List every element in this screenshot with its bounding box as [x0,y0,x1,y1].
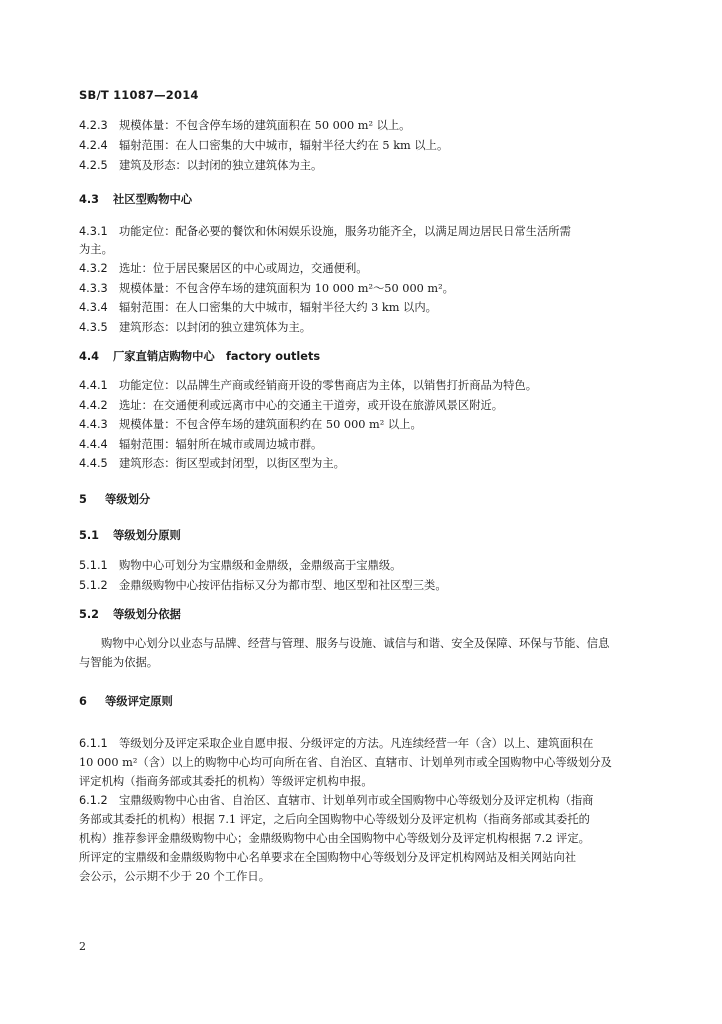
section-heading-5-2 [79,607,181,623]
clause-text: 建筑及形态：以封闭的独立建筑体为主。 [119,159,323,172]
clause-text: 规模体量：不包含停车场的建筑面积约在 50 000 m² 以上。 [119,418,422,431]
section-heading-4-3 [79,192,192,208]
clause-4-2-4 [79,138,448,154]
clause-text: 选址：位于居民聚居区的中心或周边，交通便利。 [119,262,368,275]
clause-text: 宝鼎级购物中心由省、自治区、直辖市、计划单列市或全国购物中心等级划分及评定机构（指商 [119,794,594,807]
section-number: 5.2 [79,608,100,621]
section-heading-4-4 [79,349,320,365]
clause-number: 6.1.1 [79,737,108,750]
clause-text: 机构）推荐参评金鼎级购物中心；金鼎级购物中心由全国购物中心等级划分及评定机构根据 7.2 评定。 [79,832,590,845]
clause-4-2-5 [79,158,322,174]
clause-4-3-5 [79,320,311,336]
clause-5-1-2 [79,578,447,594]
clause-text: 购物中心可划分为宝鼎级和金鼎级，金鼎级高于宝鼎级。 [119,559,402,572]
page-number: 2 [79,940,86,953]
clause-continuation [79,831,590,847]
chapter-title: 等级评定原则 [105,695,173,708]
section-title: 等级划分依据 [113,608,181,621]
paragraph-5-2 [79,636,609,652]
clause-text: 功能定位：配备必要的餐饮和休闲娱乐设施，服务功能齐全，以满足周边居民日常生活所需 [119,225,571,238]
paragraph-text: 与智能为依据。 [79,656,159,669]
clause-text: 务部或其委托的机构）根据 7.1 评定，之后向全国购物中心等级划分及评定机构（指商务部或其委托的 [79,813,590,826]
chapter-number: 6 [79,695,87,708]
clause-4-3-1 [79,224,571,240]
clause-number: 4.3.3 [79,282,108,295]
clause-number: 4.4.5 [79,457,108,470]
clause-4-4-4 [79,437,322,453]
clause-continuation [79,755,612,771]
clause-4-3-3 [79,281,454,297]
clause-number: 4.3.1 [79,225,108,238]
clause-number: 4.2.4 [79,139,108,152]
chapter-title: 等级划分 [105,493,151,506]
paragraph-continuation [79,655,158,671]
clause-number: 4.4.1 [79,379,108,392]
clause-text: 评定机构（指商务部或其委托的机构）等级评定机构申报。 [79,775,373,788]
clause-4-2-3 [79,118,410,134]
clause-text: 规模体量：不包含停车场的建筑面积在 50 000 m² 以上。 [119,119,411,132]
section-title: 等级划分原则 [113,529,181,542]
standard-number-header: SB/T 11087—2014 [79,88,199,102]
clause-text: 建筑形态：以封闭的独立建筑体为主。 [119,321,312,334]
clause-number: 4.2.5 [79,159,108,172]
clause-text: 辐射范围：辐射所在城市或周边城市群。 [119,438,323,451]
clause-6-1-2 [79,793,593,809]
clause-text: 10 000 m²（含）以上的购物中心均可向所在省、自治区、直辖市、计划单列市或全国购物中心等级划分及 [79,756,612,769]
clause-5-1-1 [79,558,401,574]
clause-4-4-1 [79,378,537,394]
clause-continuation [79,850,576,866]
section-heading-5-1 [79,528,181,544]
clause-number: 5.1.2 [79,579,108,592]
clause-text: 建筑形态：街区型或封闭型，以街区型为主。 [119,457,345,470]
section-title: 社区型购物中心 [113,193,193,206]
clause-number: 4.3.5 [79,321,108,334]
clause-number: 4.4.2 [79,399,108,412]
clause-text: 会公示，公示期不少于 20 个工作日。 [79,870,271,883]
clause-number: 6.1.2 [79,794,108,807]
clause-text: 辐射范围：在人口密集的大中城市，辐射半径大约在 5 km 以上。 [119,139,449,152]
clause-continuation [79,774,373,790]
chapter-number: 5 [79,493,87,506]
clause-number: 4.4.4 [79,438,108,451]
clause-text: 所评定的宝鼎级和金鼎级购物中心名单要求在全国购物中心等级划分及评定机构网站及相关网站向社 [79,851,577,864]
clause-number: 4.4.3 [79,418,108,431]
clause-4-4-2 [79,398,503,414]
clause-text: 辐射范围：在人口密集的大中城市，辐射半径大约 3 km 以内。 [119,301,437,314]
clause-text: 功能定位：以品牌生产商或经销商开设的零售商店为主体，以销售打折商品为特色。 [119,379,537,392]
section-number: 4.4 [79,350,100,363]
clause-4-4-3 [79,417,422,433]
section-number: 5.1 [79,529,100,542]
clause-continuation [79,812,590,828]
clause-number: 5.1.1 [79,559,108,572]
clause-number: 4.2.3 [79,119,108,132]
clause-4-3-2 [79,261,368,277]
clause-text: 为主。 [79,243,113,256]
clause-continuation [79,242,113,258]
paragraph-text: 购物中心划分以业态与品牌、经营与管理、服务与设施、诚信与和谐、安全及保障、环保与节能、信息 [101,637,610,650]
clause-text: 等级划分及评定采取企业自愿申报、分级评定的方法。凡连续经营一年（含）以上、建筑面积在 [119,737,594,750]
clause-4-4-5 [79,456,345,472]
clause-6-1-1 [79,736,593,752]
clause-text: 规模体量：不包含停车场的建筑面积为 10 000 m²～50 000 m²。 [119,282,454,295]
chapter-heading-6 [79,694,173,710]
clause-text: 金鼎级购物中心按评估指标又分为都市型、地区型和社区型三类。 [119,579,447,592]
clause-text: 选址：在交通便利或远离市中心的交通主干道旁，或开设在旅游风景区附近。 [119,399,504,412]
clause-4-3-4 [79,300,437,316]
clause-continuation [79,869,270,885]
clause-number: 4.3.2 [79,262,108,275]
clause-number: 4.3.4 [79,301,108,314]
chapter-heading-5 [79,492,150,508]
section-title: 厂家直销店购物中心 factory outlets [113,350,321,363]
section-number: 4.3 [79,193,100,206]
